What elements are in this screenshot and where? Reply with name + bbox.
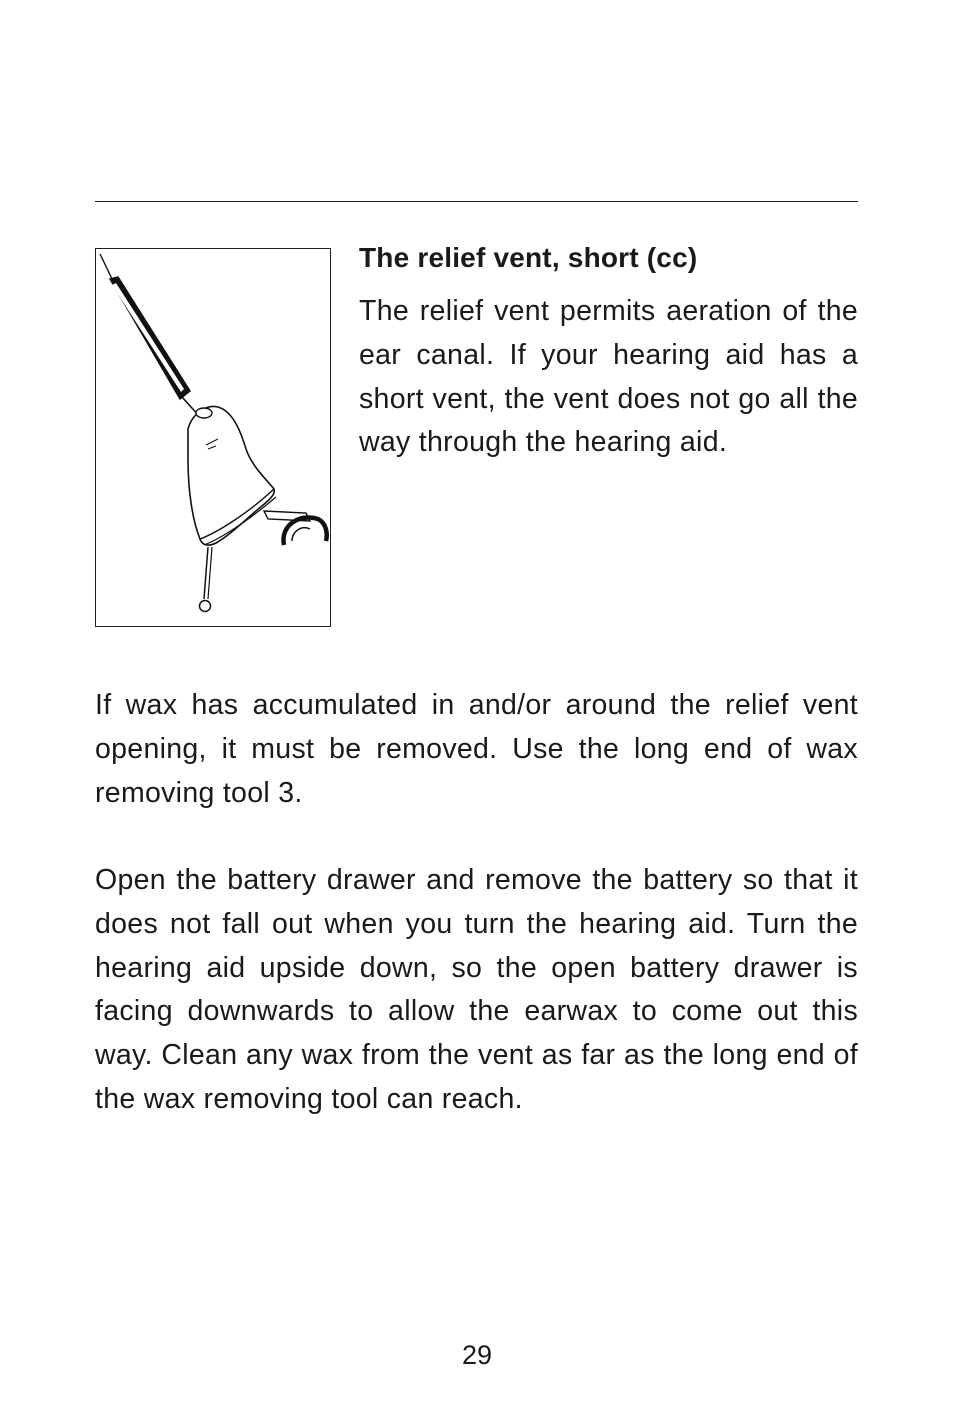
body-paragraph-1-block	[95, 684, 858, 815]
section-heading: The relief vent, short (cc)	[359, 242, 698, 273]
hearing-aid-wax-tool-icon	[96, 249, 332, 628]
body-paragraph-1: If wax has accumulated in and/or around the relief vent opening, it must be removed. Use the long end of wax removing tool 3.	[95, 689, 858, 809]
body-paragraph-2-block	[95, 859, 858, 1122]
top-divider	[95, 201, 858, 202]
intro-section	[359, 236, 858, 465]
intro-paragraph: The relief vent permits aeration of the ear canal. If your hearing aid has a short vent, the vent does not go all the way through the hearing aid.	[359, 295, 858, 459]
body-paragraph-2: Open the battery drawer and remove the battery so that it does not fall out when you turn the hearing aid. Turn the hearing aid upside down, so the open battery drawer is facing downwards to allow the earwax to come out this way. Clean any wax from the vent as far as the long end of the wax removing tool can reach.	[95, 864, 858, 1115]
page-number: 29	[461, 1340, 493, 1370]
illustration-frame	[95, 248, 331, 627]
